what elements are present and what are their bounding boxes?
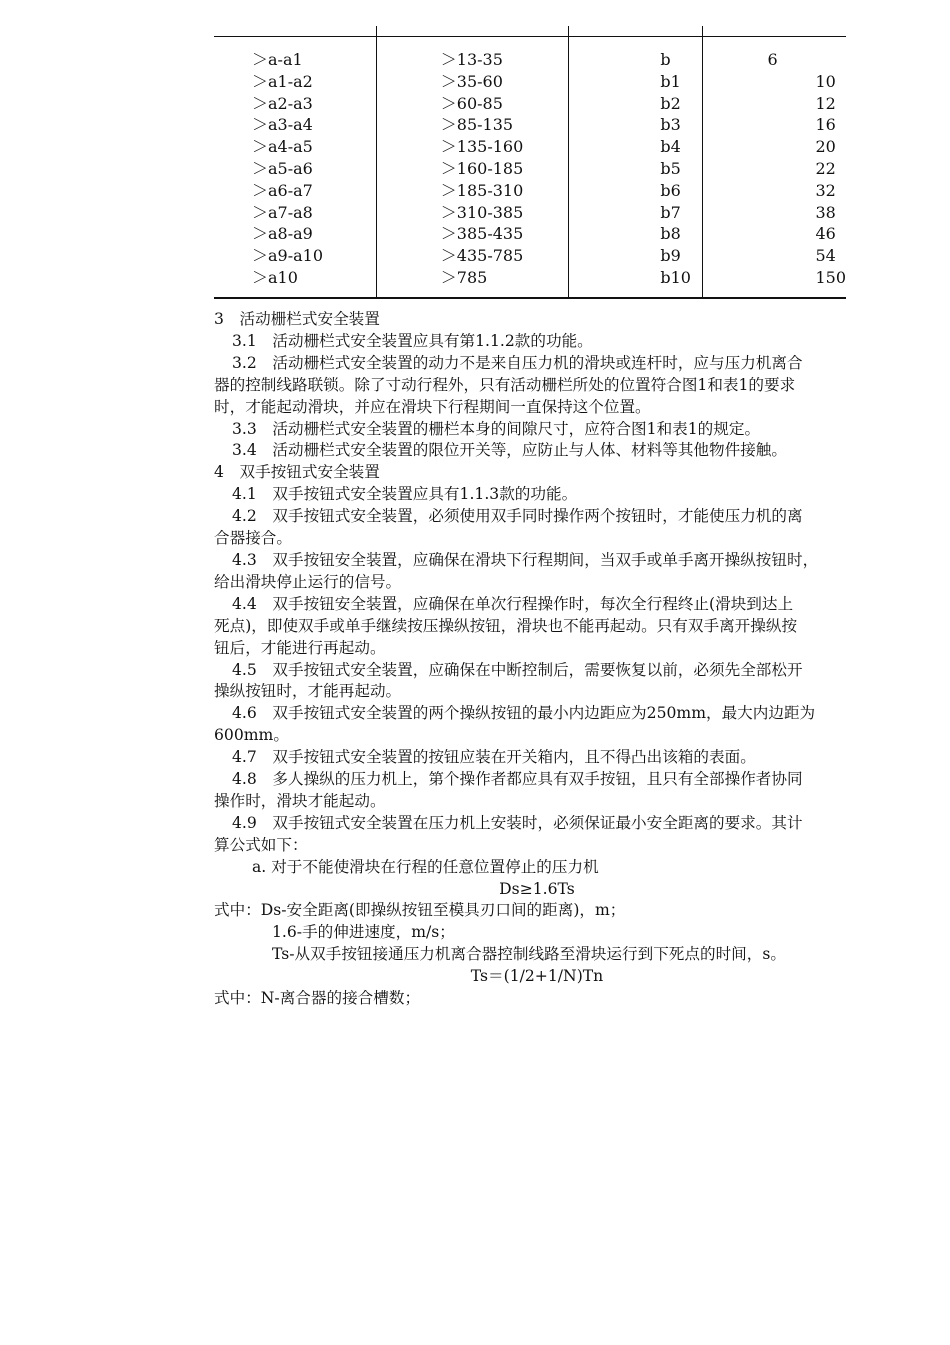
table-row: [214, 180, 846, 202]
table-cell: b8: [660, 224, 681, 244]
text-line: 时，才能起动滑块，并应在滑块下行程期间一直保持这个位置。: [214, 397, 651, 416]
text-line: 4.2 双手按钮式安全装置，必须使用双手同时操作两个按钮时，才能使压力机的离: [232, 507, 803, 526]
text-line: 合器接合。: [214, 529, 292, 548]
clearance-table: [214, 49, 846, 289]
table-cell: 32: [815, 180, 836, 200]
text-line: 式中：Ds-安全距离(即操纵按钮至模具刃口间的距离)，m；: [214, 901, 626, 920]
text-line: Ds≥1.6Ts: [499, 879, 575, 898]
table-cell: ＞a3-a4: [252, 115, 313, 135]
text-line: 钮后，才能进行再起动。: [214, 638, 386, 657]
table-cell: ＞a9-a10: [252, 246, 324, 266]
text-line: 4.3 双手按钮安全装置，应确保在滑块下行程期间，当双手或单手离开操纵按钮时，: [232, 550, 819, 569]
table-cell: b3: [660, 115, 681, 135]
table-cell: ＞60-85: [440, 93, 503, 113]
table-cell: ＞a8-a9: [252, 224, 313, 244]
table-cell: b9: [660, 246, 681, 266]
table-cell: ＞a-a1: [252, 50, 303, 69]
table-cell: ＞a7-a8: [252, 202, 313, 222]
table-cell: 150: [815, 267, 846, 287]
text-line: 给出滑块停止运行的信号。: [214, 572, 402, 591]
table-row: [214, 223, 846, 245]
table-cell: 12: [815, 93, 836, 113]
text-line: 式中：N-离合器的接合槽数；: [214, 989, 421, 1008]
table-cell: ＞a2-a3: [252, 93, 313, 113]
text-line: a. 对于不能使滑块在行程的任意位置停止的压力机: [252, 857, 599, 876]
text-line: 4.7 双手按钮式安全装置的按钮应装在开关箱内，且不得凸出该箱的表面。: [232, 748, 756, 767]
table-cell: ＞785: [440, 267, 488, 287]
table-cell: ＞135-160: [440, 137, 524, 157]
table-row: [214, 49, 846, 71]
table-cell: b: [660, 50, 671, 69]
table-cell: ＞185-310: [440, 180, 524, 200]
table-cell: 6: [767, 50, 778, 69]
table-cell: ＞435-785: [440, 246, 524, 266]
table-cell: b7: [660, 202, 681, 222]
table-cell: ＞13-35: [440, 50, 503, 69]
text-line: 4.5 双手按钮式安全装置，应确保在中断控制后，需要恢复以前，必须先全部松开: [232, 660, 803, 679]
table-cell: 16: [815, 115, 836, 135]
text-line: 3.3 活动栅栏式安全装置的栅栏本身的间隙尺寸，应符合图1和表1的规定。: [232, 419, 761, 438]
table-cell: b4: [660, 137, 681, 157]
table-cell: 22: [815, 158, 836, 178]
text-line: 3.2 活动栅栏式安全装置的动力不是来自压力机的滑块或连杆时，应与压力机离合: [232, 353, 803, 372]
text-line: 4.4 双手按钮安全装置，应确保在单次行程操作时，每次全行程终止(滑块到达上: [232, 594, 794, 613]
table-cell: ＞35-60: [440, 71, 503, 91]
table-row: [214, 93, 846, 115]
table-cell: b5: [660, 158, 681, 178]
text-line: 3.4 活动栅栏式安全装置的限位开关等，应防止与人体、材料等其他物件接触。: [232, 441, 787, 460]
text-line: Ts＝(1/2+1/N)Tn: [470, 967, 604, 986]
table-row: [214, 114, 846, 136]
table-cell: ＞a6-a7: [252, 180, 313, 200]
text-line: 4 双手按钮式安全装置: [214, 463, 380, 482]
text-line: 1.6-手的伸进速度，m/s；: [272, 923, 455, 942]
table-row: [214, 267, 846, 289]
text-line: 死点)，即使双手或单手继续按压操纵按钮，滑块也不能再起动。只有双手离开操纵按: [214, 616, 798, 635]
text-line: 3.1 活动栅栏式安全装置应具有第1.1.2款的功能。: [232, 331, 593, 350]
text-line: Ts-从双手按钮接通压力机离合器控制线路至滑块运行到下死点的时间，s。: [272, 945, 786, 964]
table-top-rule: [214, 36, 846, 37]
table-cell: ＞a10: [252, 267, 298, 287]
table-cell: ＞160-185: [440, 158, 524, 178]
table-cell: ＞a5-a6: [252, 158, 313, 178]
table-row: [214, 136, 846, 158]
table-bottom-rule: [214, 297, 846, 299]
text-line: 4.1 双手按钮式安全装置应具有1.1.3款的功能。: [232, 485, 578, 504]
table-cell: 46: [815, 224, 836, 244]
table-row: [214, 202, 846, 224]
table-cell: b6: [660, 180, 681, 200]
table-cell: ＞85-135: [440, 115, 514, 135]
text-line: 3 活动栅栏式安全装置: [214, 310, 380, 328]
table-cell: ＞310-385: [440, 202, 524, 222]
table-cell: 54: [815, 246, 836, 266]
table-cell: b2: [660, 93, 681, 113]
table-cell: ＞a1-a2: [252, 71, 313, 91]
table-row: [214, 71, 846, 93]
text-line: 600mm。: [214, 726, 289, 745]
table-row: [214, 245, 846, 267]
table-cell: 10: [815, 71, 836, 91]
table-row: [214, 158, 846, 180]
text-line: 4.6 双手按钮式安全装置的两个操纵按钮的最小内边距应为250mm，最大内边距为: [232, 704, 816, 723]
text-line: 操纵按钮时，才能再起动。: [214, 682, 402, 701]
table-cell: b1: [660, 71, 681, 91]
text-line: 器的控制线路联锁。除了寸动行程外，只有活动栅栏所处的位置符合图1和表1的要求: [214, 375, 796, 394]
table-cell: 38: [815, 202, 836, 222]
document-body: [214, 309, 860, 1010]
table-cell: b10: [660, 267, 691, 287]
table-cell: ＞a4-a5: [252, 137, 313, 157]
text-line: 算公式如下：: [214, 835, 308, 854]
table-cell: 20: [815, 137, 836, 157]
text-line: 4.8 多人操纵的压力机上，第个操作者都应具有双手按钮，且只有全部操作者协同: [232, 770, 803, 789]
text-line: 4.9 双手按钮式安全装置在压力机上安装时，必须保证最小安全距离的要求。其计: [232, 813, 803, 832]
text-line: 操作时，滑块才能起动。: [214, 791, 386, 810]
table-cell: ＞385-435: [440, 224, 524, 244]
